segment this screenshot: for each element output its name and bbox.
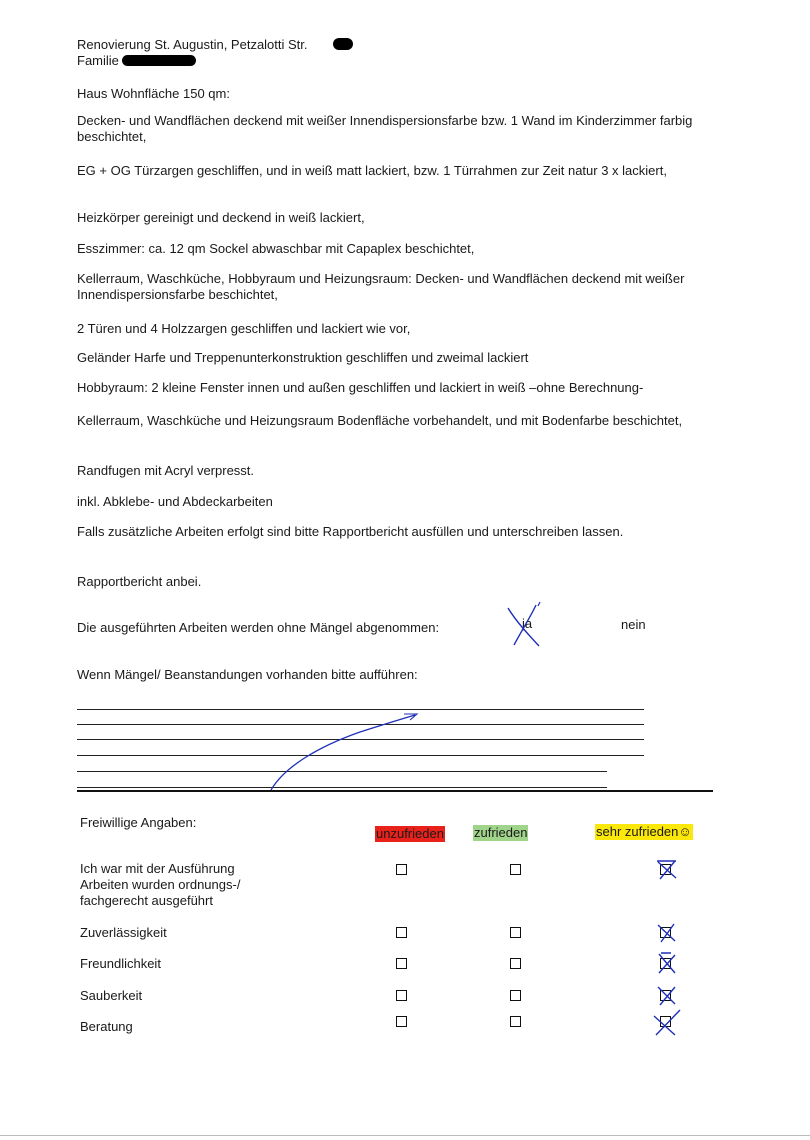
defects-line[interactable]: [77, 771, 607, 772]
redacted-family-name: [122, 55, 196, 66]
survey-row-label: Ich war mit der Ausführung Arbeiten wurden ordnungs-/ fachgerecht ausgeführt: [80, 861, 241, 908]
redacted-street-number: [333, 38, 353, 50]
defects-line[interactable]: [77, 709, 644, 710]
checkbox-satisfied[interactable]: [510, 958, 521, 969]
checkbox-satisfied[interactable]: [510, 864, 521, 875]
column-satisfied: zufrieden: [474, 825, 528, 840]
checkbox-satisfied[interactable]: [510, 990, 521, 1001]
survey-row-label: Freundlichkeit: [80, 956, 161, 971]
work-item: Decken- und Wandflächen deckend mit weißer Innendispersionsfarbe bzw. 1 Wand im Kinderzimmer farbig beschichtet,: [77, 113, 693, 144]
acceptance-no-label[interactable]: nein: [621, 617, 646, 632]
work-item: Esszimmer: ca. 12 qm Sockel abwaschbar mit Capaplex beschichtet,: [77, 241, 475, 256]
defects-prompt: Wenn Mängel/ Beanstandungen vorhanden bitte aufführen:: [77, 667, 418, 682]
defects-line[interactable]: [77, 787, 607, 788]
checkbox-unsatisfied[interactable]: [396, 864, 407, 875]
scan-edge: [0, 1135, 810, 1136]
work-item: 2 Türen und 4 Holzzargen geschliffen und lackiert wie vor,: [77, 321, 411, 336]
defects-line[interactable]: [77, 755, 644, 756]
checkbox-very-satisfied[interactable]: [660, 864, 671, 875]
acceptance-yes-label[interactable]: ja: [522, 616, 533, 631]
checkbox-very-satisfied[interactable]: [660, 1016, 671, 1027]
header-line-2: Familie: [77, 53, 119, 68]
column-very-satisfied: sehr zufrieden☺: [596, 824, 692, 839]
column-unsatisfied: unzufrieden: [376, 826, 444, 841]
work-item: inkl. Abklebe- und Abdeckarbeiten: [77, 494, 273, 509]
summary-heading: Haus Wohnfläche 150 qm:: [77, 86, 230, 101]
handwritten-strike-through: [265, 706, 425, 796]
survey-row-label: Beratung: [80, 1019, 133, 1034]
checkbox-very-satisfied[interactable]: [660, 990, 671, 1001]
section-divider: [77, 790, 713, 792]
header-line-1: Renovierung St. Augustin, Petzalotti Str.: [77, 37, 308, 52]
checkbox-unsatisfied[interactable]: [396, 990, 407, 1001]
checkbox-unsatisfied[interactable]: [396, 958, 407, 969]
acceptance-question: Die ausgeführten Arbeiten werden ohne Mängel abgenommen:: [77, 620, 440, 635]
defects-line[interactable]: [77, 724, 644, 725]
work-item: Kellerraum, Waschküche, Hobbyraum und Heizungsraum: Decken- und Wandflächen deckend mit weißer Innendispersionsfarbe beschichtet,: [77, 271, 685, 302]
survey-row-label: Sauberkeit: [80, 988, 143, 1003]
checkbox-satisfied[interactable]: [510, 1016, 521, 1027]
work-item: Geländer Harfe und Treppenunterkonstruktion geschliffen und zweimal lackiert: [77, 350, 529, 365]
checkbox-very-satisfied[interactable]: [660, 958, 671, 969]
checkbox-unsatisfied[interactable]: [396, 1016, 407, 1027]
work-item: Kellerraum, Waschküche und Heizungsraum Bodenfläche vorbehandelt, und mit Bodenfarbe beschichtet,: [77, 413, 683, 428]
checkbox-very-satisfied[interactable]: [660, 927, 671, 938]
work-item: Randfugen mit Acryl verpresst.: [77, 463, 255, 478]
work-item: Falls zusätzliche Arbeiten erfolgt sind bitte Rapportbericht ausfüllen und unterschreiben lassen.: [77, 524, 624, 539]
checkbox-satisfied[interactable]: [510, 927, 521, 938]
work-item: Hobbyraum: 2 kleine Fenster innen und außen geschliffen und lackiert in weiß –ohne Berechnung-: [77, 380, 644, 395]
work-item: EG + OG Türzargen geschliffen, und in weiß matt lackiert, bzw. 1 Türrahmen zur Zeit natur 3 x lackiert,: [77, 163, 667, 178]
survey-title: Freiwillige Angaben:: [80, 815, 197, 830]
work-item: Rapportbericht anbei.: [77, 574, 202, 589]
survey-row-label: Zuverlässigkeit: [80, 925, 167, 940]
defects-line[interactable]: [77, 739, 644, 740]
checkbox-unsatisfied[interactable]: [396, 927, 407, 938]
work-item: Heizkörper gereinigt und deckend in weiß lackiert,: [77, 210, 365, 225]
